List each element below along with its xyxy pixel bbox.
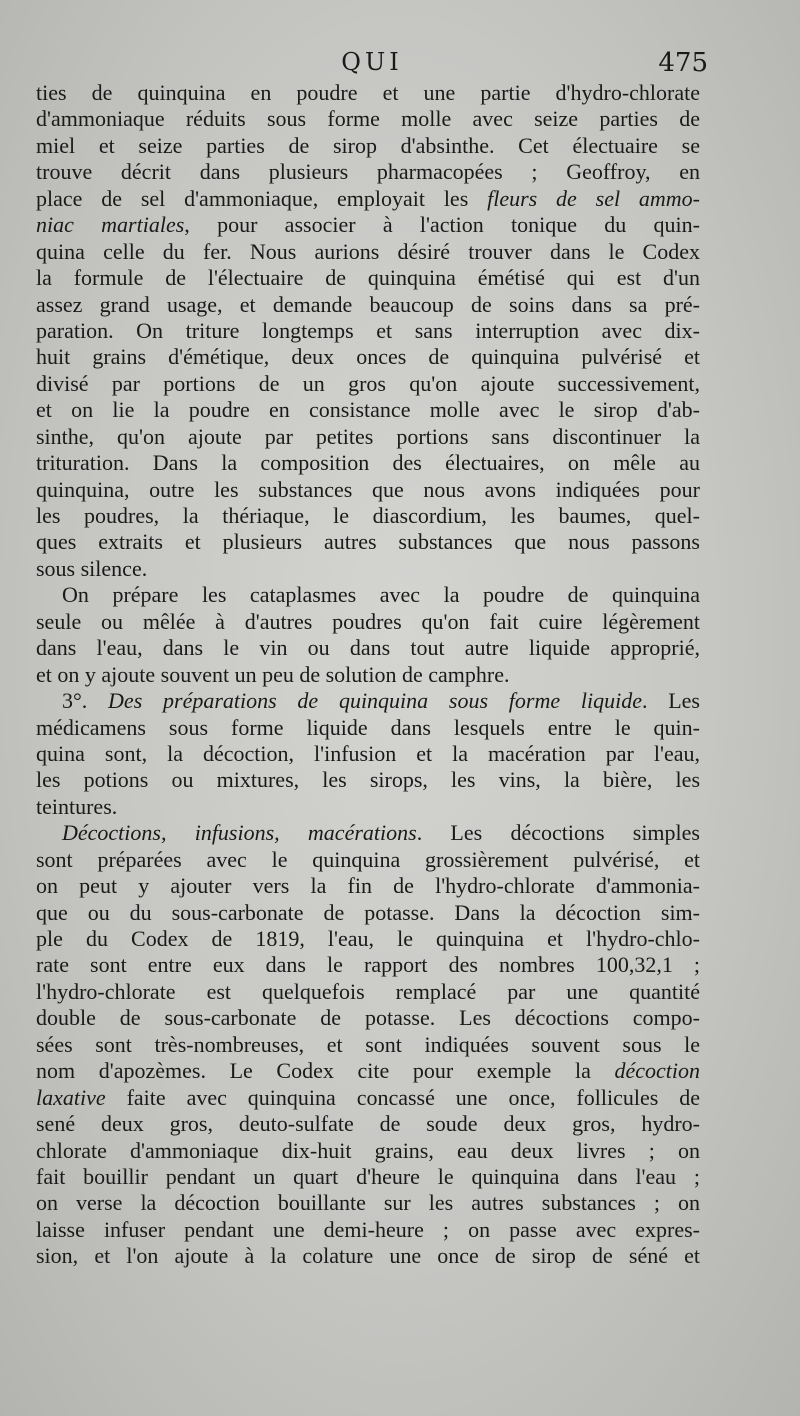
text-run: huit grains d'émétique, deux onces de quinquina pulvérisé et (36, 344, 700, 370)
text-line (36, 952, 700, 978)
text-run: assez grand usage, et demande beaucoup de soins dans sa pré- (36, 291, 700, 317)
text-line (36, 344, 700, 370)
text-line (36, 424, 700, 450)
text-run: et on y ajoute souvent un peu de solution de camphre. (36, 661, 510, 687)
text-line (36, 1138, 700, 1164)
text-line (36, 900, 700, 926)
text-line (36, 477, 700, 503)
text-run: rate sont entre eux dans le rapport des nombres 100,32,1 ; (36, 952, 700, 978)
text-line (36, 106, 700, 132)
text-run: les potions ou mixtures, les sirops, les vins, la bière, les (36, 767, 700, 793)
text-line (36, 741, 700, 767)
text-line (36, 450, 700, 476)
text-run: sont préparées avec le quinquina grossièrement pulvérisé, et (36, 846, 700, 872)
text-line (36, 662, 700, 688)
text-line (36, 715, 700, 741)
italic-text: Des préparations de quinquina sous forme liquide (108, 688, 642, 714)
text-line (36, 80, 700, 106)
text-run: d'ammoniaque réduits sous forme molle avec seize parties de (36, 106, 700, 132)
text-run: ple du Codex de 1819, l'eau, le quinquina et l'hydro-chlo- (36, 926, 700, 951)
text-line (36, 582, 700, 608)
text-run: fait bouillir pendant un quart d'heure le quinquina dans l'eau ; (36, 1163, 700, 1189)
text-line (36, 1005, 700, 1031)
text-line (36, 371, 700, 397)
text-run: dans l'eau, dans le vin ou dans tout autre liquide approprié, (36, 635, 700, 661)
body-text (36, 80, 700, 1270)
text-line (36, 820, 700, 846)
text-line (36, 847, 700, 873)
text-run: et on lie la poudre en consistance molle avec le sirop d'ab- (36, 397, 700, 423)
text-run: faite avec quinquina concassé une once, follicules de (105, 1084, 700, 1110)
text-run: double de sous-carbonate de potasse. Les décoctions compo- (36, 1005, 700, 1031)
text-line (36, 265, 700, 291)
text-run: médicamens sous forme liquide dans lesquels entre le quin- (36, 714, 700, 740)
text-line (36, 767, 700, 793)
text-run: seule ou mêlée à d'autres poudres qu'on fait cuire légèrement (36, 608, 700, 634)
text-line (36, 635, 700, 661)
text-line (36, 794, 700, 820)
text-run: ques extraits et plusieurs autres substances que nous passons (36, 529, 700, 555)
text-line (36, 239, 700, 265)
text-run: miel et seize parties de sirop d'absinthe. Cet électuaire se (36, 132, 700, 158)
text-run: chlorate d'ammoniaque dix-huit grains, eau deux livres ; on (36, 1137, 700, 1163)
text-run: nom d'apozèmes. Le Codex cite pour exemple la (36, 1058, 615, 1084)
text-run: quinquina, outre les substances que nous avons indiquées pour (36, 476, 700, 502)
text-run: ties de quinquina en poudre et une partie d'hydro-chlorate (36, 80, 700, 105)
text-line (36, 1058, 700, 1084)
text-line (36, 873, 700, 899)
italic-text: laxative (36, 1084, 106, 1110)
text-run: sous silence. (36, 555, 148, 581)
text-run: . Les (641, 688, 700, 714)
text-run: sené deux gros, deuto-sulfate de soude deux gros, hydro- (36, 1111, 700, 1137)
text-line (36, 133, 700, 159)
text-line (36, 1243, 700, 1269)
text-line (36, 1164, 700, 1190)
text-run: sion, et l'on ajoute à la colature une once de sirop de séné et (36, 1243, 700, 1269)
text-line (36, 1217, 700, 1243)
text-run: . Les décoctions simples (416, 820, 700, 846)
italic-text: décoction (614, 1058, 700, 1084)
text-run: la formule de l'électuaire de quinquina émétisé qui est d'un (36, 265, 700, 291)
text-run: quina celle du fer. Nous aurions désiré trouver dans le Codex (36, 238, 700, 264)
text-line (36, 212, 700, 238)
page-number: 475 (658, 48, 708, 78)
text-line (36, 186, 700, 212)
text-line (36, 1085, 700, 1111)
text-run: quina sont, la décoction, l'infusion et la macération par l'eau, (36, 740, 700, 766)
text-run: teintures. (36, 793, 118, 819)
text-run: les poudres, la thériaque, le diascordium, les baumes, quel- (36, 503, 700, 528)
text-line (36, 556, 700, 582)
text-run: sées sont très-nombreuses, et sont indiquées souvent sous le (36, 1031, 700, 1057)
italic-text: Décoctions, infusions, macérations (62, 820, 417, 846)
text-line (36, 318, 700, 344)
italic-text: niac martiales (36, 212, 185, 238)
text-run: 3°. (62, 688, 109, 714)
text-run: place de sel d'ammoniaque, employait les (36, 185, 488, 211)
text-run: On prépare les cataplasmes avec la poudre de quinquina (62, 582, 700, 608)
text-line (36, 1111, 700, 1137)
italic-text: fleurs de sel ammo- (487, 185, 700, 211)
text-run: on verse la décoction bouillante sur les autres substances ; on (36, 1190, 700, 1216)
text-run: , pour associer à l'action tonique du quin- (184, 212, 700, 238)
text-line (36, 397, 700, 423)
text-run: laisse infuser pendant une demi-heure ; on passe avec expres- (36, 1216, 700, 1242)
text-line (36, 1032, 700, 1058)
text-run: paration. On triture longtemps et sans interruption avec dix- (36, 317, 700, 343)
text-line (36, 688, 700, 714)
text-run: trituration. Dans la composition des électuaires, on mêle au (36, 450, 700, 476)
text-run: l'hydro-chlorate est quelquefois remplacé par une quantité (36, 978, 700, 1004)
text-run: que ou du sous-carbonate de potasse. Dans la décoction sim- (36, 899, 700, 925)
text-line (36, 503, 700, 529)
text-line (36, 529, 700, 555)
text-line (36, 159, 700, 185)
text-line (36, 926, 700, 952)
text-line (36, 979, 700, 1005)
text-run: divisé par portions de un gros qu'on ajoute successivement, (36, 370, 700, 396)
running-head: QUI (341, 48, 403, 76)
text-run: trouve décrit dans plusieurs pharmacopées ; Geoffroy, en (36, 159, 700, 185)
text-run: on peut y ajouter vers la fin de l'hydro-chlorate d'ammonia- (36, 873, 700, 899)
text-line (36, 1190, 700, 1216)
text-line (36, 609, 700, 635)
text-line (36, 292, 700, 318)
text-run: sinthe, qu'on ajoute par petites portions sans discontinuer la (36, 423, 700, 449)
